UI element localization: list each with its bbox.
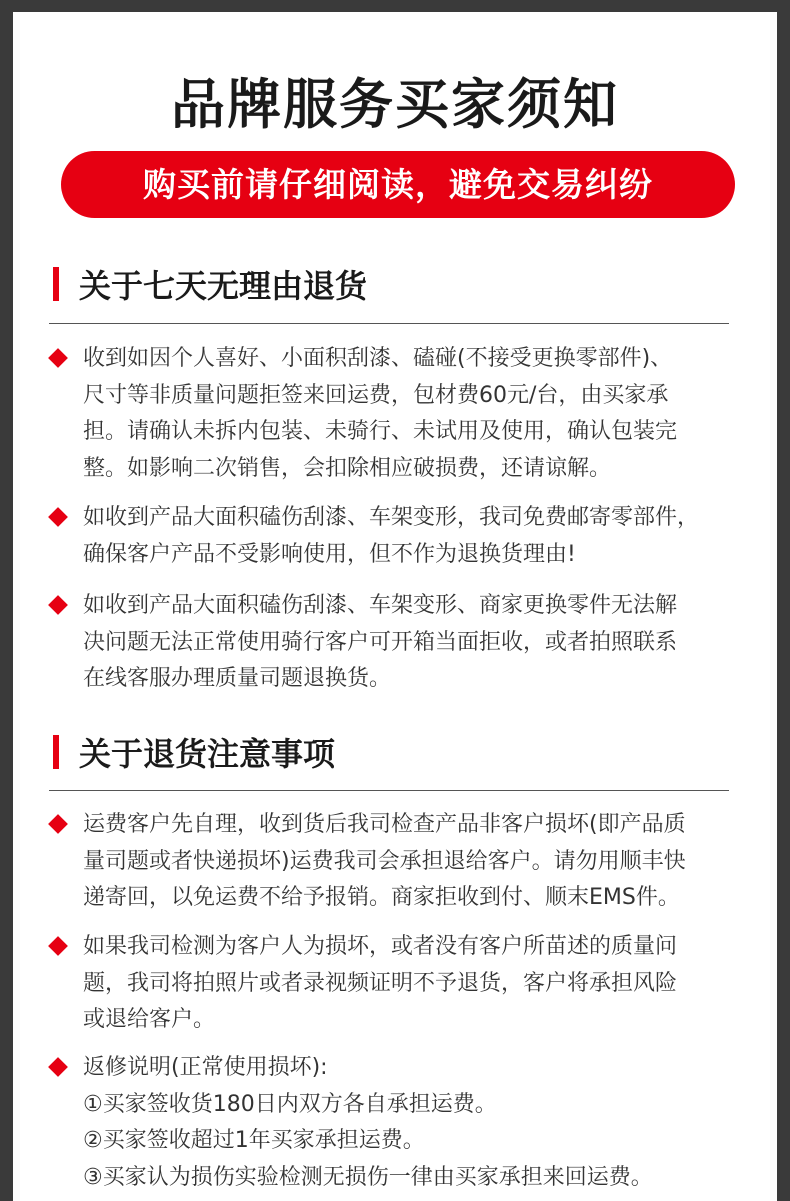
item-text-line: 整。如影响二次销售，会扣除相应破损费，还请谅解。 <box>83 455 612 481</box>
item-text-line: 运费客户先自理，收到货后我司检查产品非客户损坏(即产品质 <box>83 812 686 837</box>
item-text-line: ②买家签收超过1年买家承担运费。 <box>83 1128 425 1153</box>
item-text-line: 如收到产品大面积磕伤刮漆、车架变形、商家更换零件无法解 <box>83 593 678 618</box>
diamond-bullet-icon <box>48 348 68 368</box>
item-text-line: 确保客户产品不受影响使用，但不作为退换货理由! <box>83 541 576 567</box>
item-text-line: 收到如因个人喜好、小面积刮漆、磕碰(不接受更换零部件)、 <box>83 346 673 371</box>
item-text-line: 题，我司将拍照片或者录视频证明不予退货，客户将承担风险 <box>83 970 678 996</box>
section-heading-return-notes <box>53 732 335 772</box>
notice-card <box>13 12 777 1201</box>
item-text-line: 返修说明(正常使用损坏): <box>83 1055 328 1080</box>
item-text-line: 量司题或者快递损坏)运费我司会承担退给客户。请勿用顺丰快 <box>83 848 686 874</box>
item-text-line: 决问题无法正常使用骑行客户可开箱当面拒收，或者拍照联系 <box>83 629 678 655</box>
diamond-bullet-icon <box>48 814 68 834</box>
item-text-line: 或退给客户。 <box>83 1007 216 1032</box>
item-text-line: ①买家签收货180日内双方各自承担运费。 <box>83 1091 497 1117</box>
page-title: 品牌服务买家须知 <box>171 73 619 136</box>
item-text-line: 递寄回，以免运费不给予报销。商家拒收到付、顺末EMS件。 <box>83 885 680 910</box>
item-text-line: 担。请确认未拆内包装、未骑行、未试用及使用，确认包装完 <box>83 419 678 444</box>
section-divider <box>49 323 729 324</box>
item-text-line: ③买家认为损伤实验检测无损伤一律由买家承担来回运费。 <box>83 1164 653 1190</box>
diamond-bullet-icon <box>48 595 68 615</box>
diamond-bullet-icon <box>48 1057 68 1077</box>
section-heading-seven-day-return <box>53 264 367 304</box>
diamond-bullet-icon <box>48 936 68 956</box>
diamond-bullet-icon <box>48 507 68 527</box>
warning-banner: 购买前请仔细阅读，避免交易纠纷 <box>61 151 735 218</box>
item-text-line: 在线客服办理质量司题退换货。 <box>83 666 392 691</box>
section-accent-bar <box>53 735 59 769</box>
item-text-line: 尺寸等非质量问题拒签来回运费，包材费60元/台，由买家承 <box>83 382 669 408</box>
section-title: 关于退货注意事项 <box>79 735 336 773</box>
section-title: 关于七天无理由退货 <box>79 267 368 305</box>
section-accent-bar <box>53 267 59 301</box>
item-text-line: 如果我司检测为客户人为损坏，或者没有客户所苗述的质量问 <box>83 934 678 959</box>
item-text-line: 如收到产品大面积磕伤刮漆、车架变形，我司免费邮寄零部件， <box>83 505 700 530</box>
section-divider <box>49 790 729 791</box>
